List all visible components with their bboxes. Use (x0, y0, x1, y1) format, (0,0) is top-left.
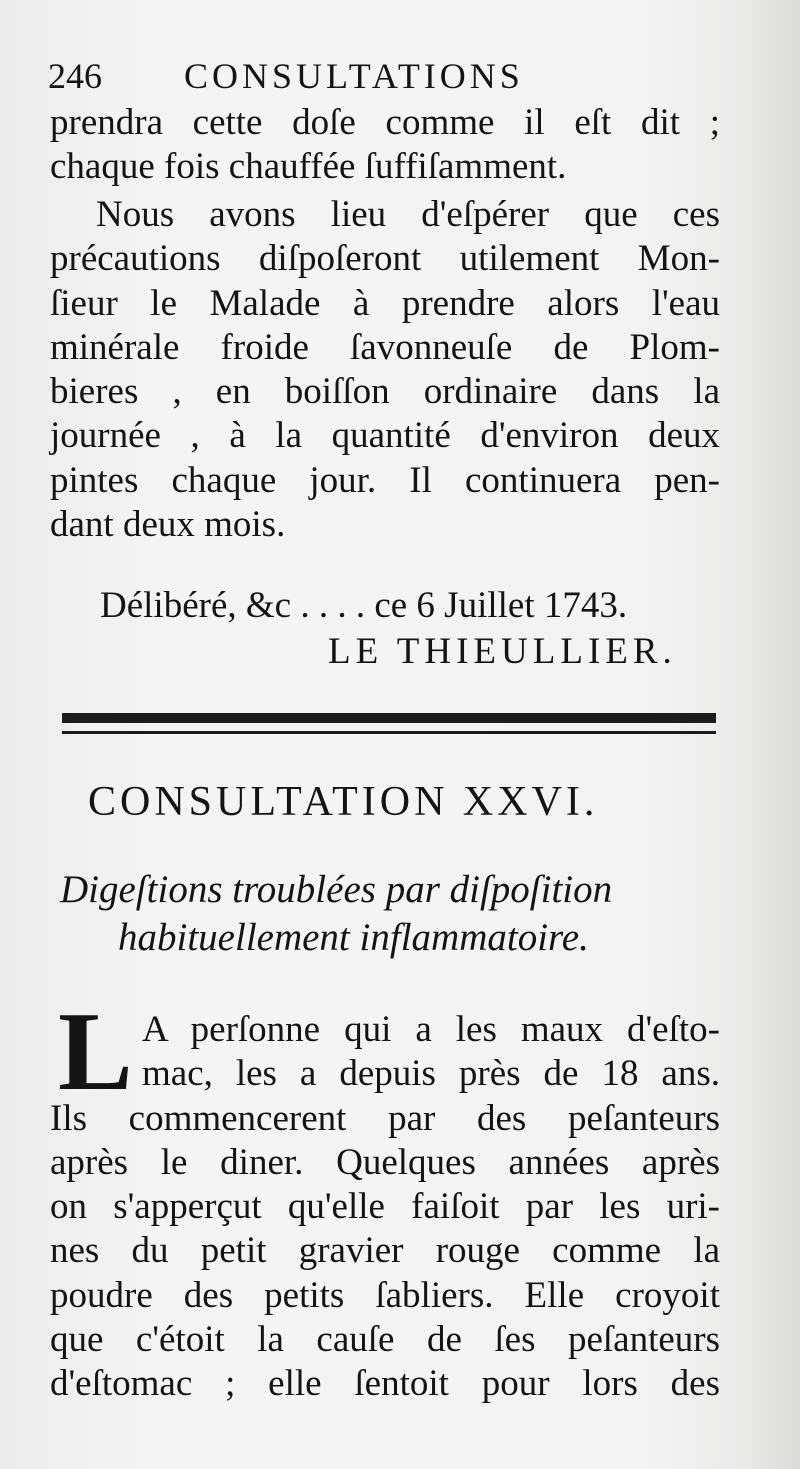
page-header (48, 52, 748, 100)
paragraph-case-description (50, 1008, 720, 1407)
section-title: CONSULTATION XXVI. (88, 779, 599, 825)
running-title: CONSULTATIONS (184, 56, 524, 96)
section-subtitle-line1: Digeſtions troublées par diſpoſition (60, 868, 613, 911)
page-edge-shadow (740, 0, 800, 1469)
text-line: que c'étoit la cauſe de ſes peſanteurs (50, 1319, 720, 1361)
text-line: prendra cette doſe comme il eſt dit ; (50, 102, 720, 143)
section-divider-thin (62, 731, 716, 734)
paragraph-continuation (50, 101, 720, 190)
drop-cap: L (58, 990, 133, 1114)
text-line: poudre des petits ſabliers. Elle croyoit (50, 1274, 720, 1316)
text-line: nes du petit gravier rouge comme la (50, 1230, 720, 1272)
paragraph-recommendation (50, 193, 720, 547)
deliberation-date: Délibéré, &c . . . . ce 6 Juillet 1743. (100, 585, 628, 626)
text-line: on s'apperçut qu'elle faiſoit par les uri- (50, 1186, 720, 1228)
text-line: journée , à la quantité d'environ deux (50, 415, 720, 457)
text-line: mac, les a depuis près de 18 ans. (142, 1053, 720, 1095)
text-line: A perſonne qui a les maux d'eſto- (142, 1009, 720, 1050)
text-line: pintes chaque jour. Il continuera pen- (50, 459, 720, 501)
text-line: dant deux mois. (50, 504, 286, 546)
text-line: bieres , en boiſſon ordinaire dans la (50, 371, 720, 413)
text-line: chaque fois chauffée ſuffiſamment. (50, 146, 567, 188)
text-line: précautions diſpoſeront utilement Mon- (50, 238, 720, 280)
text-line: Nous avons lieu d'eſpérer que ces (96, 194, 720, 235)
text-line: Ils commencerent par des peſanteurs (50, 1097, 720, 1139)
text-line: après le diner. Quelques années après (50, 1141, 720, 1183)
text-line: ſieur le Malade à prendre alors l'eau (50, 282, 720, 324)
section-subtitle-line2: habituellement inflammatoire. (118, 916, 589, 959)
page-number: 246 (48, 56, 102, 96)
text-line: minérale froide ſavonneuſe de Plom- (50, 326, 720, 368)
section-divider-thick (62, 713, 716, 723)
text-line: d'eſtomac ; elle ſentoit pour lors des (50, 1363, 720, 1405)
signer-name: LE THIEULLIER. (328, 631, 677, 672)
